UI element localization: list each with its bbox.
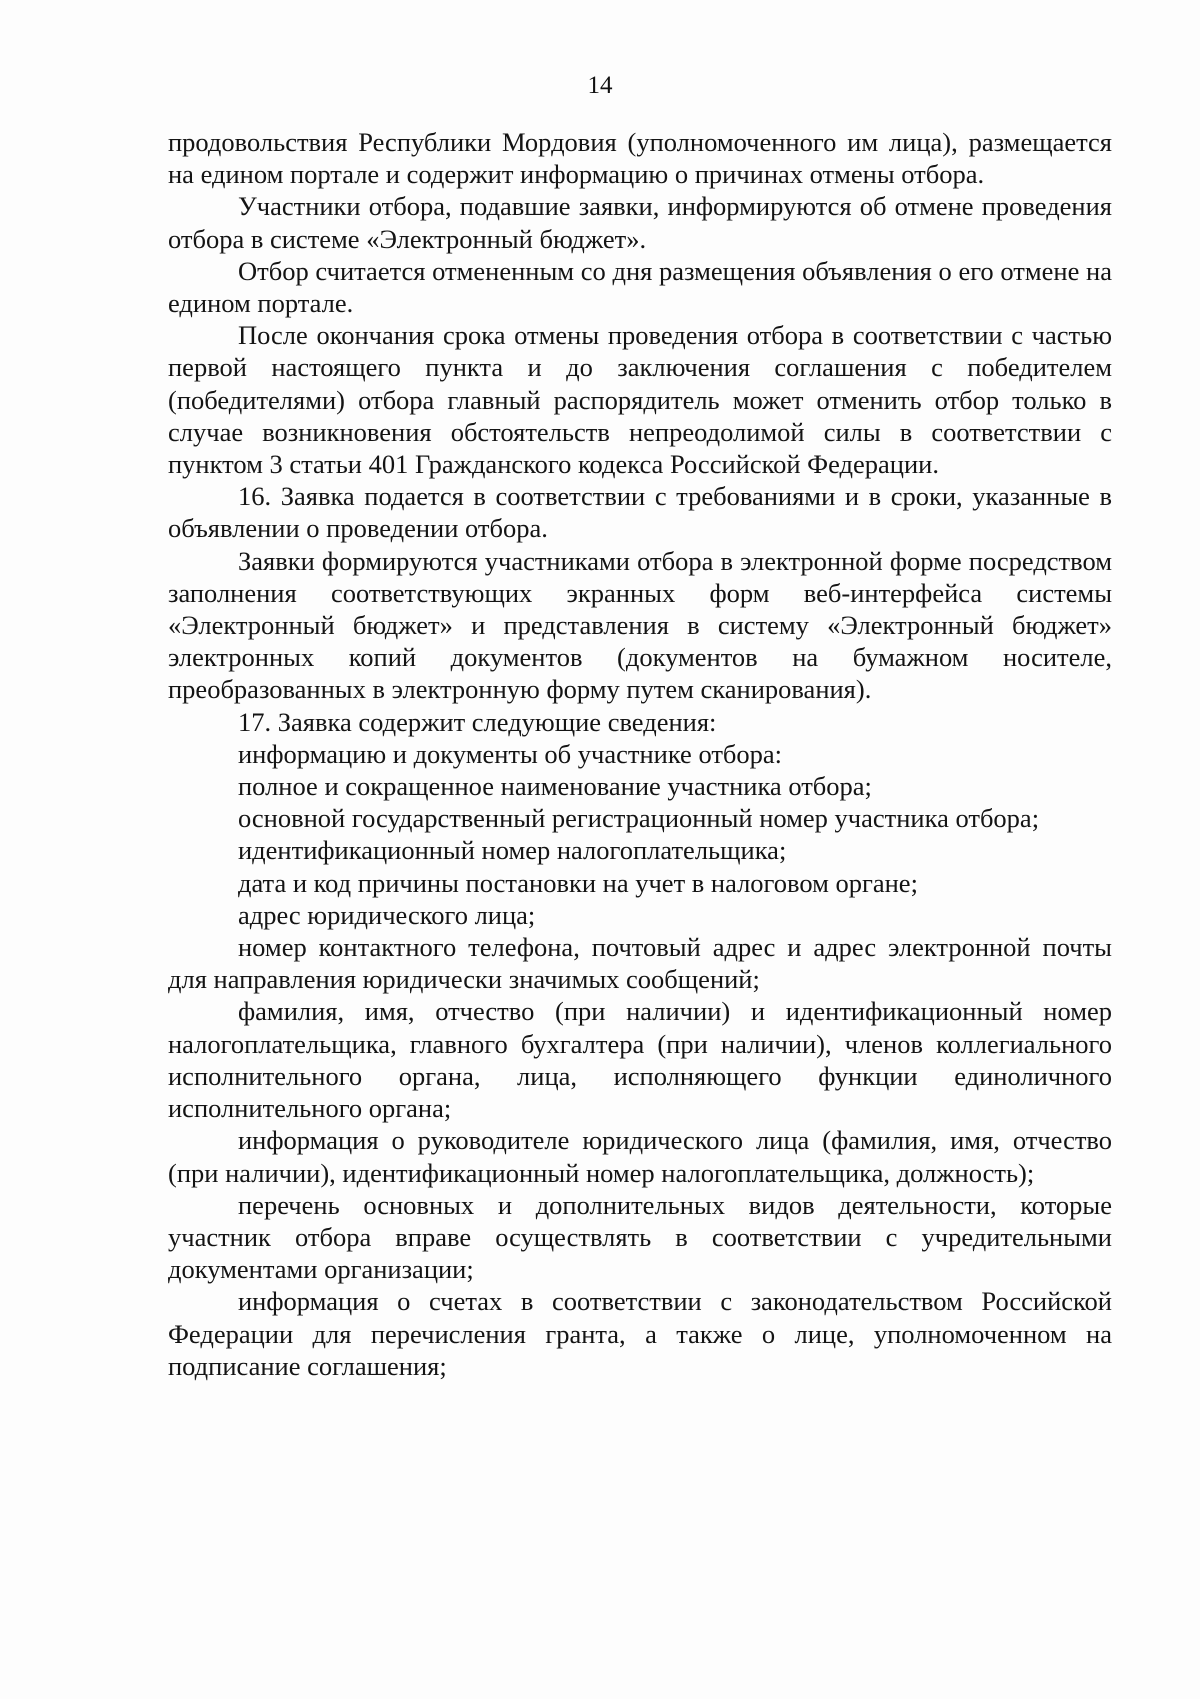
- paragraph: полное и сокращенное наименование участника отбора;: [238, 771, 872, 802]
- paragraph: информация о руководителе юридического лица (фамилия, имя, отчество (при наличии), идентификационный номер налогоплательщика, должность);: [168, 1125, 1112, 1188]
- paragraph: дата и код причины постановки на учет в налоговом органе;: [238, 867, 918, 898]
- paragraph: Заявки формируются участниками отбора в электронной форме посредством заполнения соответствующих экранных форм веб-интерфейса системы «Электронный бюджет» и представления в систему «Электронный бюджет» электронных копий документов (документов на бумажном носителе, преобразованных в электронную форму путем сканирования).: [168, 545, 1112, 705]
- paragraph: основной государственный регистрационный номер участника отбора;: [238, 803, 1040, 834]
- paragraph: фамилия, имя, отчество (при наличии) и идентификационный номер налогоплательщика, главного бухгалтера (при наличии), членов коллегиального исполнительного органа, лица, исполняющего функции единоличного исполнительного органа;: [168, 996, 1112, 1124]
- paragraph: перечень основных и дополнительных видов деятельности, которые участник отбора вправе осуществлять в соответствии с учредительными документами организации;: [168, 1189, 1112, 1285]
- paragraph: информацию и документы об участнике отбора:: [238, 738, 783, 769]
- paragraph: 16. Заявка подается в соответствии с требованиями и в сроки, указанные в объявлении о проведении отбора.: [168, 481, 1112, 544]
- paragraph: идентификационный номер налогоплательщика;: [238, 835, 787, 866]
- page-number: 14: [587, 72, 613, 99]
- paragraph: адрес юридического лица;: [238, 899, 536, 930]
- paragraph: После окончания срока отмены проведения отбора в соответствии с частью первой настоящего пункта и до заключения соглашения с победителем (победителями) отбора главный распорядитель может отменить отбор только в случае возникновения обстоятельств непреодолимой силы в соответствии с пунктом 3 статьи 401 Гражданского кодекса Российской Федерации.: [168, 320, 1112, 480]
- paragraph: информация о счетах в соответствии с законодательством Российской Федерации для перечисления гранта, а также о лице, уполномоченном на подписание соглашения;: [168, 1286, 1112, 1381]
- paragraph: номер контактного телефона, почтовый адрес и адрес электронной почты для направления юридически значимых сообщений;: [168, 932, 1112, 995]
- paragraph: Отбор считается отмененным со дня размещения объявления о его отмене на едином портале.: [168, 255, 1112, 319]
- document-body: [168, 126, 1112, 1382]
- paragraph: продовольствия Республики Мордовия (уполномоченного им лица), размещается на едином портале и содержит информацию о причинах отмены отбора.: [168, 127, 1112, 190]
- paragraph: Участники отбора, подавшие заявки, информируются об отмене проведения отбора в системе «Электронный бюджет».: [168, 191, 1112, 254]
- paragraph: 17. Заявка содержит следующие сведения:: [238, 706, 717, 737]
